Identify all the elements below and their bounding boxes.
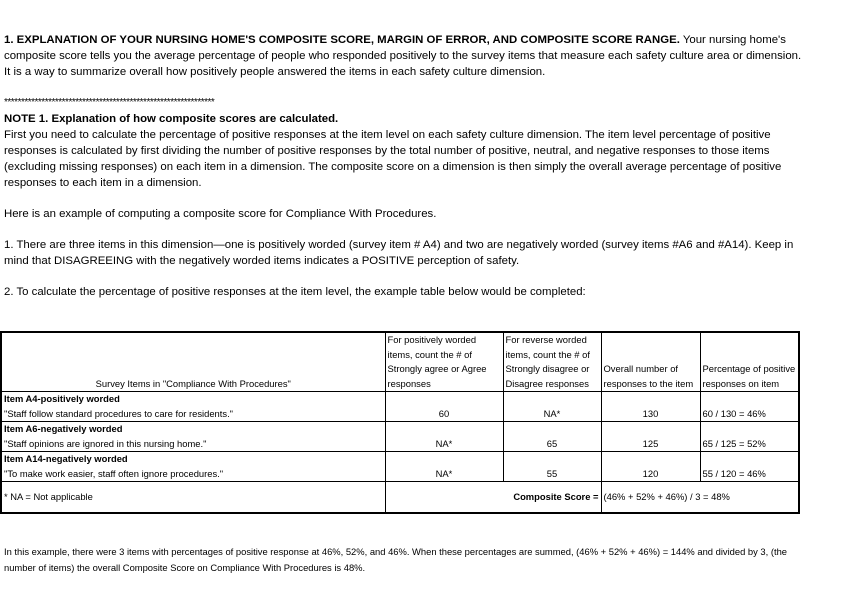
- step1-text: 1. There are three items in this dimension—one is positively worded (survey item # A4) and two are negatively worded (survey items #A6 and #A14). Keep in mind that DISAGREEING with the negatively worded items indicates a POSITIVE perception of safety.: [4, 239, 794, 267]
- table-row: [1, 422, 799, 452]
- composite-score-label: Composite Score =: [385, 482, 601, 514]
- table-row: [1, 452, 799, 482]
- reverse-count-cell: 55: [503, 452, 601, 482]
- item-title: Item A14-negatively worded: [4, 453, 128, 464]
- step2-text: 2. To calculate the percentage of positive responses at the item level, the example table below would be completed:: [4, 286, 586, 298]
- positive-count-cell: NA*: [385, 422, 503, 452]
- overall-count-cell: 125: [601, 422, 700, 452]
- section1-text: Your nursing home's composite score tells you the average percentage of people who responded positively to the survey items that measure each safety culture area or dimension. It is a way to summarize overall how positively people answered the items in each safety culture dimension.: [4, 34, 802, 78]
- item-cell: [1, 452, 385, 482]
- header-percentage-positive: Percentage of positive responses on item: [700, 332, 799, 392]
- item-cell: [1, 422, 385, 452]
- reverse-count-cell: NA*: [503, 392, 601, 422]
- table-footer-row: [1, 482, 799, 514]
- percentage-cell: 60 / 130 = 46%: [700, 392, 799, 422]
- note1-text: First you need to calculate the percentage of positive responses at the item level on each safety culture dimension. The item level percentage of positive responses is calculated by first dividing the number of positive responses by the total number of positive, neutral, and negative responses to those items (excluding missing responses) on each item in a dimension. The composite score on a dimension is then simply the overall average percentage of positive responses to each item in a dimension.: [4, 129, 782, 189]
- overall-count-cell: 130: [601, 392, 700, 422]
- section1-heading: 1. EXPLANATION OF YOUR NURSING HOME'S COMPOSITE SCORE, MARGIN OF ERROR, AND COMPOSITE SCORE RANGE.: [4, 34, 680, 46]
- table-row: [1, 392, 799, 422]
- percentage-cell: 65 / 125 = 52%: [700, 422, 799, 452]
- item-text: "To make work easier, staff often ignore procedures.": [4, 467, 224, 479]
- positive-count-cell: 60: [385, 392, 503, 422]
- item-title: Item A6-negatively worded: [4, 423, 123, 434]
- note1-heading: NOTE 1. Explanation of how composite scores are calculated.: [4, 113, 339, 125]
- item-text: "Staff follow standard procedures to care for residents.": [4, 407, 233, 419]
- positive-count-cell: NA*: [385, 452, 503, 482]
- section1-paragraph: [4, 32, 804, 80]
- header-reverse-count: For reverse worded items, count the # of Strongly disagree or Disagree responses: [503, 332, 601, 392]
- item-text: "Staff opinions are ignored in this nursing home.": [4, 437, 207, 449]
- example-intro: Here is an example of computing a composite score for Compliance With Procedures.: [4, 208, 437, 220]
- percentage-cell: 55 / 120 = 46%: [700, 452, 799, 482]
- composite-score-value: (46% + 52% + 46%) / 3 = 48%: [601, 482, 799, 514]
- separator: **************************************************************: [4, 97, 215, 108]
- composite-example-table: [0, 331, 800, 514]
- table-header-row: [1, 332, 799, 392]
- header-survey-items: Survey Items in "Compliance With Procedures": [1, 332, 385, 392]
- header-positive-count: For positively worded items, count the # of Strongly agree or Agree responses: [385, 332, 503, 392]
- reverse-count-cell: 65: [503, 422, 601, 452]
- footnote: * NA = Not applicable: [1, 482, 385, 514]
- note1-paragraph: [4, 111, 804, 191]
- header-overall-responses: Overall number of responses to the item: [601, 332, 700, 392]
- item-title: Item A4-positively worded: [4, 393, 120, 404]
- conclusion-text: In this example, there were 3 items with percentages of positive response at 46%, 52%, and 46%. When these percentages are summed, (46% + 52% + 46%) = 144% and divided by 3, (the number of items) the overall Composite Score on Compliance With Procedures is 48%.: [4, 546, 788, 573]
- overall-count-cell: 120: [601, 452, 700, 482]
- item-cell: [1, 392, 385, 422]
